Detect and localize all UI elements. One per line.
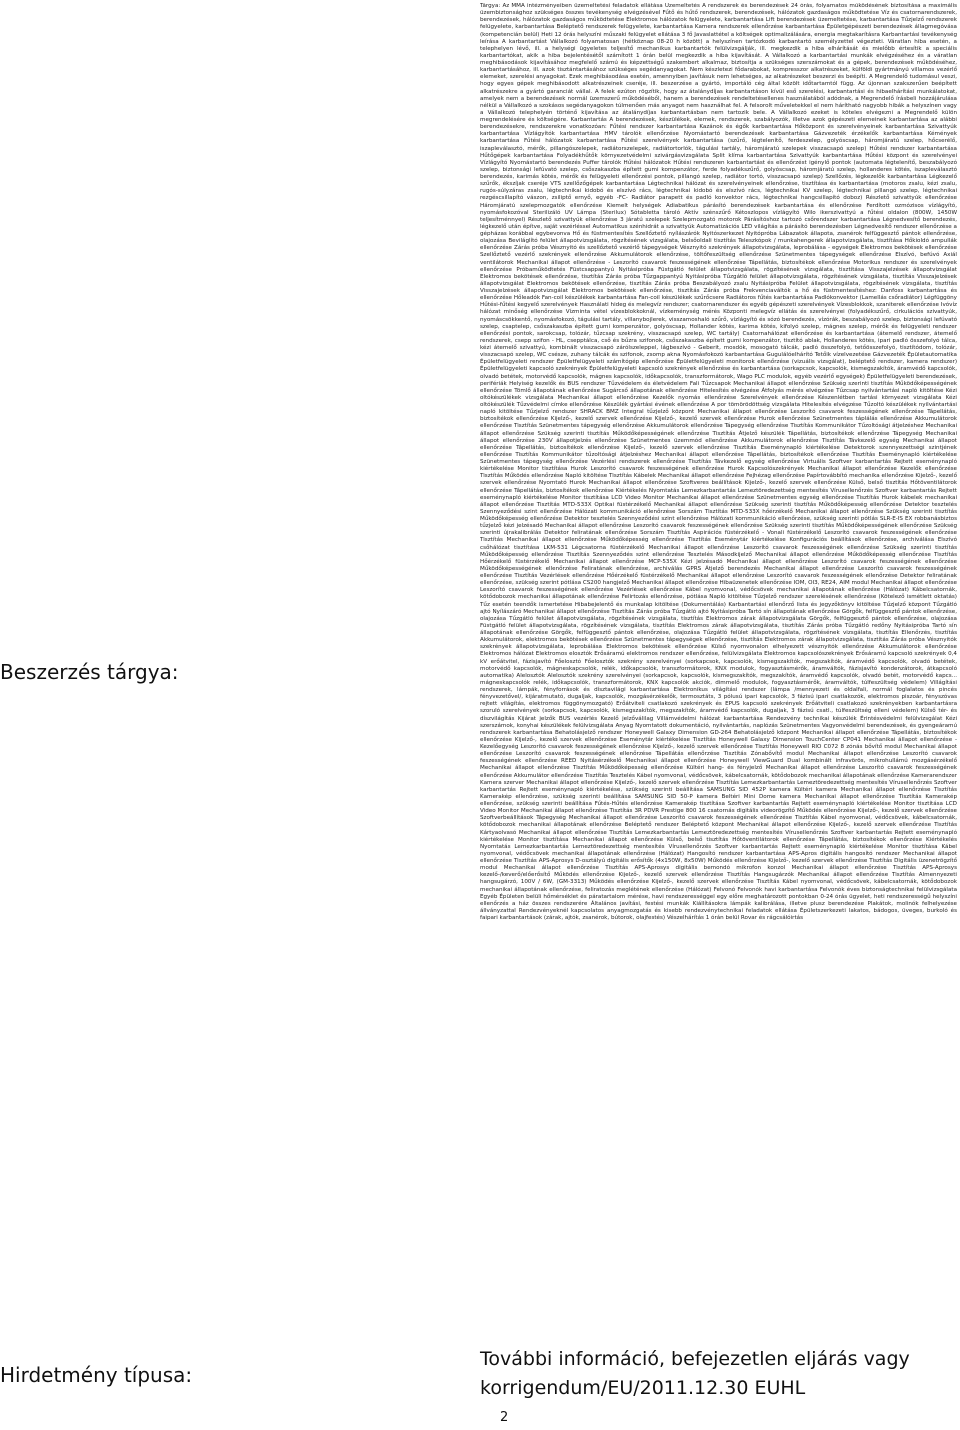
- procurement-subject-label: Beszerzés tárgya:: [0, 660, 179, 684]
- page-number: 2: [500, 1410, 509, 1425]
- procurement-subject-text: Tárgya: Az MMA intézményeiben üzemeltetési feladatok ellátása Üzemeltetés A rendszerek és berendezések 24 órás, folyamatos működésének biztosítása a maximális üzembiztonsághoz szükséges összes tevékenység elvégzésével Fűtő és hűtő rendszerek, berendezések, hálózatok gazdaságos működtetése Víz és csatornarendszerek, berendezések, hálózatok gazdaságos működtetése Elektromos hálózatok felügyelete, karbantartása Lift berendezések üzemeltetése, karbantartása Tűzjelző rendszerek felügyelete, karbantartása Beléptető rendszerek felügyelete, karbantartása Kamera rendszerek ellenőrzése karbantartása Épületgépészeti berendezések állagmegóvása (kompetencián belül) Heti 12 órás helyszíni műszaki felügyelet ellátása 3 fő Javaslattétel a költségek optimalizálására, energia megtakarításra Karbantartási tevékenység leírása A karbantartást Vállalkozó folyamatosan (hétköznap 08-20 h között) a helyszínen tartózkodó karbantartó személyzettel végezteti. Váratlan hiba esetén, a telephelyen lévő, ill. a helységi ügyeletes teljesítő mechanikus karbantartók felülvizsgálják, ill. megkezdik a hiba elhárítását és mielőbb értesítik a speciális karbantartókat, akik a hiba bejelentésétől számított 1 órán belül megkezdik a hiba kijavítását. A Vállalkozó a karbantartási munkák elvégzéséhez és a váratlan meghibásodások kijavításához megfelelő számú és képzettségű szakembert alkalmaz, biztosítja a szükséges szerszámokat és a gépek, berendezések működéséhez, karbantartásához, ill. azok tisztántartásához szükséges segédanyagokat. Nem készletezi fődarabokat, kompresszor alkatrészeket, külföldi gyártmányú villamos vezérlő elemeket, szerelési anyagokat. Ezek meghibásodása esetén, amennyiben javításuk nem lehetséges, az alkatrészeket beszerzi és beépíti. A Megrendelő tudomásul veszi, hogy egyes gépek meghibásodott alkatrészeinek cseréje, ill. beszerzése a gyártó, importáló cég által közölt időtartamtól függ. Az újonnan szakszerűen beépített alkatrészekre a gyártó garanciát vállal. A felek ezúton rögzítik, hogy az átalánydíjas karbantartáson kívül eső szerelési, karbantartási és hibaelhárítási munkálatokat, amelyek nem a berendezések normál üzemszerű működéséből, hanem a berendezések rendeltetésellenes használatából adódnak, a Megrendelő írásbeli hozzájárulása nélkül a Vállalkozó a szokásos segédanyagokon túlmenően más anyagot nem használhat fel. A felsorolt műveletekkel el nem hárítható nagyobb hibák a helyszínen vagy a Vállalkozó telephelyén történő kijavítása az átalánydíjas karbantartásban nem tartozik bele. A Vállalkozó ezeket is köteles elvégezni a Megrendelő külön megrendelésére és költségére. Karbantartás A berendezések, készülékek, elemek, rendszerek, szabályozók, illetve azok gépészeti elemeinek karbantartása az alábbi berendezésekre, rendszerekre vonatkozóan: Fűtési rendszer karbantartása Kazánok és égők karbantartása Hőközpont és szerelvényeinek karbantartása Szivattyúk karbantartása Vízlágyítók karbantartása HMV tárolók ellenőrzése Nyomástartó berendezések karbantartása Gázvezeték érzékelők karbantartása Kémények karbantartása Fűtési hálózatok karbantartása Fűtési szerelvények karbantartása (szűrő, légtelenítő, ferdeszelep, golyóscsap, háromjáratú szelep, hőcserélő, iszapleválasztó, mérők, pillangószelepek, radiátorszelepek, radiátortorlók, tágulási tartály, háromjáratú szelepek visszacsapó szelep) Hűtési rendszer karbantartása Hűtőgépek karbantartása Folyadékhűtők környezetvédelmi szivárgásvizsgálata Split klíma karbantartása Szivattyúk karbantartása Hűtési központ és szerelvényei Vízlágyító Nyomástartó berendezés Puffer tárolók Hűtési hálózatok Hűtési rendszeren karbantartást és ellenőrzést igénylő pontok (automata légtelenítő, beszabályozó szelep, biztonsági lefúvató szelep, csőszakaszba épített gumi kompenzátor, ferde folyadékszűrő, golyóscsap, háromjáratú szelep, hollanderes kötés, iszapleválasztó berendezés, karimás kötés, mérők és felügyeleti ellenőrzési pontok, pillangó szelep, radiátor tortó, visszacsapó szelep) Szellőzés, légkezelők karbantartása Légkezelő szűrők, ékszíjak cseréje VTS szellőzőgépek karbantartása Légtechnikai hálózat és szerelvényeinek ellenőrzése, tisztítása és karbantartása (motoros zsalu, kézi zsalu, rugós-súlyzáras zsalu, légtechnikai kidobó és elszívó rács, légtechnikai kidobó és elszívó rács, légtechnikai KV szelep, légtechnikai pillangó szelep, légtechnikai rezgéscsillapító vászon, zsiliptő ernyő, egyéb -FC- Radiátor parapett és padló konvektor rács, légtechnikai hangcsillapító doboz) Részlető szivattyúk ellenőrzése Háromjáratú szelepmozgatók ellenőrzése Kiemelt helységek Adiabatikus párásító berendezések karbantartása és ellenőrzése Ferdított ozmózisos vízlágyító, nyomásfokozóval Sterilizáló UV Lámpa (Sterilux) Sótabletta tároló Aktív szénszűrő Kétoszlopos vízlágyító Wilo ikerszivattyú a fűtési oldalon (800W, 1450W teljesítménnyel) Részlető szivattyúk ellenőrzése 3 járatú szelepek Szelepmozgató motorok Párásítóshoz tartozó csőrendszer karbantartása Légnedvesítő berendezés, légkezelő után építve, saját vezérléssel Automatikus szénhidrát a szivattyúk Automatizációs LED világítás a párásító berendezésben Légnedvesítő rendszer ellenőrzése a gépházas korábbal egybevonva Hő és füstmentesítés Szellőztető nyílászárók Nyitószerkezet Nyitópróba Lábazatok állapota, zsanérok felfüggesztő pántok ellenőrzése, olajozása Beviláglító felület állapotvizsgálata, rögzítésének vizsgálata, belsőoldali tisztítás Teleszkópok / munkahengerek állapotvizsgálata, tisztítása Hőkioldó ampullák ellenőrzése Zárás próba Vésznyitó és szellőztető vezérlő tápegységek Vésznyitó szekrények állapotvizsgálata, leprobálása - egységek Elektromos bekötések ellenőrzése Szellőztető vezérlő szekrények ellenőrzése Akkumulátorok ellenőrzése, töltőfeszültség ellenőrzése Szünetmentes tápegységek ellenőrzése Elszívó, befúvó Axiál ventilátorok Mechanikai állapot ellenőrzése - Leszorító csavarok feszességének ellenőrzése Tápellátás, biztosítékok ellenőrzése Motorikus rendszer és szerelvények ellenőrzése Próbaműködtetés Füstcsappantyú Nyitásipróba Füstgátló felület állapotvizsgálata, rögzítésének vizsgálata, tisztítása Visszajelzések állapotvizsgálat Elektromos bekötések ellenőrzése, tisztítás Zárás próba Tűzgappantyú Nyitásipróba Tűzgátló felület állapotvizsgálata, rögzítésének vizsgálata, tisztítás Visszajelzések állapotvizsgálat Elektromos bekötések ellenőrzése, tisztítás Zárás próba Beszabályozó zsalu Nyitásipróba Felület állapotvizsgálata, rögzítésének vizsgálata, tisztítás Visszajelzések állapotvizsgálat Elektromos bekötések ellenőrzése, tisztítás Zárás próba Frekvenciaváltók a hő és füstmentesítéshez: Danfoss karbantartása és ellenőrzése Hőleadók Fan-coil készülékek karbantartása Fan-coil készülékek szűrőcsere Radiátoros fűtés karbantartása Padlókonvektor (Lamellás csőradiátor) Légfüggöny Hűtési-fűtési kegyelő szerelvények Használati hideg és melegvíz rendszer; csatornarendszer és egyéb gépészeti szerelvények Vízesblokkok, szaniterek ellenőrzése Ivóvíz hálózat minőség ellenőrzése Vízminta vétel vízesblokkoknál, vízkeménység mérés Központi melegvíz ellátás és szerelvényei (folyadékszűrő, cirkulációs szivattyúk, nyomáscsökkentő, nyomásfokozó, tágulási tartály, villanybojlerek, visszamoshaló szűrő, vízlágyító és sózó berendezés, vízórák, beszabályozó szelep, biztonsági lefúvató szelep, csaptelep, csőszakaszba épített gumi kompenzátor, golyóscsap, Hollander kötés, karima kötés, kifolyó szelep, mágnes szelep, mérők és felügyeleti rendszer ellenőrzési pontok, sarokcsap, tolózár, tűzcsap szekrény, visszacsapó szelep, WC tartály) Csatornahálózat ellenőrzése és karbantartása (átemelő rendszer, átemelő rendszerek, csepp szifon - HL, csepptálca, cső és bűzra szifonok, csőszakaszba épített gumi kompenzátor, tisztító ablak, Hollanderes kötés, ipari padló összefolyó tálca, kézi átemelő szivattyú, kombinált visszacsapó zárólszeleppel, lágbeszívó - Geberit, mosdók, mosogató tálcák, padló összefolyó, tetőösszefolyó, tisztítódom, tolózár, visszacsapó szelep, WC csésze, zuhany tálcák és szifonok, zsomp akna Nyomásfokozó karbantartása Gugulálóelhárító Tetőik vízelvezetése Gázvezeték Épületautomatika Épületfelügyeleti rendszer Épületfelügyeleti számítógép ellenőrzése Épületfelügyeleti monitorok ellenőrzése (vizuális vizsgálat), beléptető rendszer, kamera rendszer) Épületfelügyeleti kapcsoló szekrények Épületfelügyeleti kapcsoló szekrények ellenőrzése és karbantartása (sorkapcsok, kapcsolók, kismegszakítók, áramvédő kapcsolók, olvadó betétek, motorvédő kapcsolók, mágnes kapcsolók, időkapcsolók, transzformátorok, Wago PLC modulok, egyéb vezérlő egységek) Épületfelügyeleti berendezések, perifériák Helyiség kezelők és BUS rendszer Tűzvédelem és életvédelem Fali Tűzcsapok Mechanikai állapot ellenőrzése Szükség szerinti tisztítás Működőképességének ellenőrzése Tömlő állapotának ellenőrzése Sugárcső állapotának ellenőrzése Hitelesítés elvégzése Átfolyás mérés elvégzése Tűzcsap nyilvántartási napló kitöltése Kézi oltókészülékek vizsgálata Mechanikai állapot ellenőrzése Kezelők nyomás ellenőrzése Szerelvények ellenőrzése Készenlétben tartási környezet vizsgálata Kézi oltókészülék Tűzvédelmi címke ellenőrzése Készülék gyártási évének ellenőrzése A por tömörödöttség vizsgálata Hitelesítés elvégzése Tűzoltó készülékek nyilvántartási napló kitöltése Tűzjelző rendszer SHRACK BMZ Integral tűzjelző központ Mechanikai állapot ellenőrzése Leszorító csavarok feszességének ellenőrzése Tápellátás, biztosítékok ellenőrzése Kijelző-, kezelő szervek ellenőrzése Kijelző-, kezelő szervek ellenőrzése Hurok ellenőrzése Szünetmentes táplálás ellenőrzése Akkumulátorok ellenőrzése Tisztítás Szünetmentes tápegység ellenőrzése Akkumulátorok ellenőrzése Tápegység ellenőrzése Tisztítás Kommunikátor Tűzoltósági átjelzéshez Mechanikai állapot ellenőrzése Szükség szerinti tisztítás Működőképességének ellenőrzése Tisztítás Átjelző készülék Tápellátás, biztosítékok ellenőrzése Tápegység Mechanikai állapot ellenőrzése 230V állapotjelzés ellenőrzése Szünetmentes üzemmód ellenőrzése Akkumulátorok ellenőrzése Tisztítás Távkezelő egység Mechanikai állapot ellenőrzése Tápellátás, biztosítékok ellenőrzése Kijelző-, kezelő szervek ellenőrzése Tisztítás Eseménynapló kiértékelése Detektorok szennyezettségi szintjének ellenőrzése Tisztítás Kommunikátor tűzoltósági átjelzéshez Mechanikai állapot ellenőrzése Tápellátás, biztosítékok ellenőrzése Tisztítás Eseménynapló kiértékelése Szünetmentes tápegység ellenőrzése Vezérlési rendszerek ellenőrzése Tisztítás Távkezelő egység ellenőrzése Virtuális Szoftver karbantartás Rejtett eseménynapló kiértékelése Monitor tisztítása Hurok Leszorító csavarok feszességének ellenőrzése Hurok Kapcsolószekrények Mechanikai állapot ellenőrzése Kezelők ellenőrzése Tisztítás Működés ellenőrzése Napló kitöltése Tisztítás Kábelek Mechanikai állapot ellenőrzése Fejhézag ellenőrzése Papírtovábbító mechanika ellenőrzése Kijelző-, kezelő szervek ellenőrzése Nyomtató Hurok Mechanikai állapot ellenőrzése Szoftveres beállítások Kijelző-, kezelő szervek ellenőrzése Külső, belső tisztítás Hőtöventilátorok ellenőrzése Tápellátás, biztosítékok ellenőrzése Kiértékelés Nyomtatás Lemezkarbantartás Lemeztöredezettség mentesítés Vírusellenőrzés Szoftver karbantartás Rejtett eseménynapló kiértékelése Monitor tisztítása LCD Video Monitor Mechanikai állapot ellenőrzése Szünetmentes egység ellenőrzése Tisztítás Hurok kábelek mechanikai állapot ellenőrzése Tisztítás MTD-533X Optikai füstérzékelő Mechanikai állapot ellenőrzése Szükség szerinti tisztítás Működőképesség ellenőrzése Detektor tesztelés Szennyeződési szint ellenőrzése Hálózati kommunikáció ellenőrzése Sorszám Tisztítás MTD-533X hőérzékelő Mechanikai állapot ellenőrzése Szükség szerinti tisztítás Működőképesség ellenőrzése Detektor tesztelés Szennyeződési szint ellenőrzése Hálózati kommunikáció ellenőrzése, szükség szerinti pótlás SLR-E-IS EX robbanásbiztos tűzjelző kézi jelzésadó Mechanikai állapot ellenőrzése Leszorító csavarok feszességének ellenőrzése Szükség szerinti tisztítás Működőképességének ellenőrzése Szükség szerinti újrakalibrálás Detektor feliratának ellenőrzése Sorszám Tisztítás Aspirációs füstérzékelő - Vonali füstérzékelő Leszorító csavarok feszességének ellenőrzése Tisztítás Mechanikai állapot ellenőrzése Működőképesség ellenőrzése Tisztítás Eseménytár kiértékelése Konfigurációs beállítások ellenőrzése, archiválása Elszívó csőhálózat tisztítása LKM-531 Légcsatorna füstérzékelő Mechanikai állapot ellenőrzése Leszorító csavarok feszességének ellenőrzése Szükség szerinti tisztítás Működőképesség ellenőrzése Tisztítás Szennyeződés szint ellenőrzése Tesztelés Másodkijelző Mechanikai állapot ellenőrzése Működőképesség ellenőrzése Tisztítás Hőérzékelő füstérzékelő Mechanikai állapot ellenőrzése MCP-535X Kézi jelzésadó Mechanikai állapot ellenőrzése Leszorító csavarok feszességének ellenőrzése Működőképességének ellenőrzése Feliratának ellenőrzése, archiválás GPRS Átjelző berendezés Mechanikai állapot ellenőrzése Leszorító csavarok feszességének ellenőrzése Tisztítás Vezérlések ellenőrzése Hőérzékelő füstérzékelő Mechanikai állapot ellenőrzése Leszorító csavarok feszességének ellenőrzése Detektor feliratának ellenőrzése, szükség szerint pótlása CS200 hangjelző Mechanikai állapot ellenőrzése Hibaüzenetek ellenőrzése IOM, OI3, RE24, AIM modul Mechanikai állapot ellenőrzése Leszorító csavarok feszességének ellenőrzése Vezérlések ellenőrzése Kábel nyomvonal, védőcsövek mechanikai állapotának ellenőrzése (Hálózat) Kábelcsatornák, kötődobozok mechanikai állapotának ellenőrzése Felirtozás ellenőrzése, pótlása Napló kitöltése Tűzjelző rendszer szerelésének ellenőrzése (Kötelező ismétlett oktatás) Tűz esetén teendők ismertetése Hibabejelentő és munkalap kitöltése (Dokumentálás) Karbantartási ellenőrző lista és jegyzőkönyv kitöltése Tűzjelző központ Tűzgátló ajtó Nyílászáró Mechanikai állapot ellenőrzése Tisztítás Zárás próba Tűzgátló ajtó Nyitásipróba Tartó sín állapotának ellenőrzése Görgők, felfüggesztő pántok ellenőrzése, olajozása Tűzgátló felület állapotvizsgálata, rögzítésének vizsgálata, tisztítás Elektromos zárak állapotvizsgálata Görgők, felfüggesztő pántok ellenőrzése, olajozása Füstgátló felület állapotvizsgálata, rögzítésének vizsgálata, tisztítás Elektromos zárak állapotvizsgálata, tisztítás Zárás próba Tűzgátló redőny Nyitásipróba Tartó sín állapotának ellenőrzése Görgők, felfüggesztő pántok ellenőrzése, olajozása Tűzgátló felület állapotvizsgálata, rögzítésének vizsgálata, tisztítás Ellenőrzés, tisztítás Akkumulátorok, elektromos bekötések ellenőrzése Szünetmentes tápegységek ellenőrzése, tisztítás Elektromos zárak állapotvizsgálata, tisztítás Zárás próba Vésznyitók szekrények állapotvizsgálata, leprobálása Elektromos bekötések ellenőrzése Külső nyomvonalon elhelyezett vésznyitók ellenőrzése Akkumulátorok ellenőrzése Elektromos hálózat Elektromos elosztók Erősáramú elektromos rendszer ellenőrzése, felülvizsgálata Elektromos kapcsolószekrények Erősáramú kapcsoló szekrények 0,4 kV erőátvitel, fázisjavító Főelosztó Főelosztók szekrény szerelvényei (sorkapcsok, kapcsolók, kismegszakítók, megszakítók, áramvédő kapcsolók, olvadó betétek, motorvédő kapcsolók, mágneskapcsolók, relék, időkapcsolók, transzformátorok, KNX modulok, fogyasztásmérők, áramváltók, fázisjavító kondenzátorok, átkapcsoló automatika) Alelosztók Alelosztók szekrény szerelvényei (sorkapcsok, kapcsolók, kismegszakítók, megszakítók, áramvédő kapcsolók, olvadó betét, motorvédő kapcs... mágneskapcsolók relék, időkapcsolók, transzformátorok, KNX kapcsolók akciók, dimmelő modulok, fogyasztásmérők, áramváltók, túlfeszültség védelem) Villágítási rendszerek, lámpák, fényforrások és dísztavilági karbantartása Elektronikus világítási rendszer (lámpa /mennyezeti és oldalfali, normál foglalatos és pincés fényvezetővel/, kijáratmutató, dugaljak, kapcsolók, mozgásérzékelők, termosztáts, 3 pólusú ipari kapcsolók, 3 fázisú ipari csatlakozók, elektromos piszoár, fényszóvas rejtett világítás, elektromos függönymozgató) Erőátviteli csatlakozó szekrények és EPUS kapcsoló szekrények Erőátviteli csatlakozó szekrényekben karbantartásra szoruló szerelvények (sorkapcsok, kapcsolók, kismegszakítók, megszakítók, áramvédő kapcsolók, dugaljak, 3 fázisú csatl., túlfeszültség elleni védelem) Külső tér- és díszvilágítás Kijárat jelzők BUS vezérlés Kezelő jelzőválilag Villámvédelmi hálózat karbantartása Rendezvény technikai készülék Érintésvédelmi felülvizsgálat Kézi szerszámok, konyhai készülékek felülvizsgálata Anyag Nyomtatott dokumentáció, nyilvántartás, naplózás Szünetmentes Vagyonvédelmi berendezések, és gyengeáramú rendszerek karbantartása Behatolásjelző rendszer Honeywell Galaxy Dimension GD-264 Behatolásjelző központ Mechanikai állapot ellenőrzése Tápellátás, biztosítékok ellenőrzése Kijelző-, kezelő szervek ellenőrzése Eseménytár kiértékelése Tisztítás Honeywell Galaxy Dimension TouchCenter CP041 Mechanikai állapot ellenőrzése - Kezelőegység Leszorító csavarok feszességének ellenőrzése Kijelző-, kezelő szervek ellenőrzése Tisztítás Honeywell RIO C072 8 zónás bővítő modul Mechanikai állapot ellenőrzése Leszorító csavarok feszességének ellenőrzése Tápellátás ellenőrzése Tisztítás Zónabővítő modul Mechanikai állapot ellenőrzése Leszorító csavarok feszességének ellenőrzése REED Nyitásérzékelő Mechanikai állapot ellenőrzése Honeywell ViewGuard Dual kombinált infravörös, mikrohullámú mozgásérzékelő Mechanikai állapot ellenőrzése Tisztítás Működőképesség ellenőrzése Kültéri hang- és fényjelző Mechanikai állapot ellenőrzése Leszorító csavarok feszességének ellenőrzése Akkumulátor ellenőrzése Tisztítás Tesztelés Kábel nyomvonal, védőcsövek, kábelcsatornák, kötődobozok mechanikai állapotának ellenőrzése Kamerarendszer Kamera szerver Mechanikai állapot ellenőrzése Kijelző-, kezelő szervek ellenőrzése Tisztítás Lemezkarbantartás Lemeztöredezettség mentesítés Vírusellenőrzés Szoftver karbantartás Rejtett eseménynapló kiértékelése, szükség szerinti beállítása SAMSUNG SID 452P kamera Kültéri kamera Mechanikai állapot ellenőrzése Tisztítás Kamerakép ellenőrzése, szükség szerinti beállítása SAMSUNG SID 50-P kamera Beltéri Mini Dome kamera Mechanikai állapot ellenőrzése Tisztítás Kamerakép ellenőrzése, szükség szerinti beállítása Fűtés-Hűtés ellenőrzése Kamerakép tisztítása Szoftver karbantartás Rejtett eseménynapló kiértékelése Monitor tisztítása LCD Video Monitor Mechanikai állapot ellenőrzése Tisztítás 3R PDVR Prestige 800 16 csatornás digitális videorögzítő Működés ellenőrzése Kijelző-, kezelő szervek ellenőrzése Szoftverbeállítások Tápegység Mechanikai állapot ellenőrzése Leszorító csavarok feszességének ellenőrzése Tisztítás Kábel nyomvonal, védőcsövek, kábelcsatornák, kötődobozok mechanikai állapotának ellenőrzése Beléptető rendszer Beléptető központ Mechanikai állapot ellenőrzése Kijelző-, kezelő szervek ellenőrzése Tisztítás Kártyaolvasó Mechanikai állapot ellenőrzése Tisztítás Lemezkarbantartás Lemeztöredezettség mentesítés Vírusellenőrzés Szoftver karbantartás Rejtett eseménynapló kiértékelése Monitor tisztítása Mechanikai állapot ellenőrzése Külső, belső tisztítás Hőtöventilátorok ellenőrzése Tápellátás, biztosítékok ellenőrzése Kiértékelés Nyomtatás Lemezkarbantartás Lemeztöredezettség mentesítés Vírusellenőrzés Szoftver karbantartás Rejtett eseménynapló kiértékelése Monitor tisztítása Kábel nyomvonal, védőcsövek mechanikai állapotának ellenőrzése (Hálózat) Hangosító rendszer karbantartása APS-Apros digitális hangosító rendszer Mechanikai állapot ellenőrzése Tisztítás APS-Aprosys D-osztályú digitális erősítők (4x150W, 8x50W) Működés ellenőrzése Kijelző-, kezelő szervek ellenőrzése Tisztítás Digitális üzenetrögzítő modul Mechanikai állapot ellenőrzése Tisztítás APS-Aprosys digitális bemondó mikrofon konzol Mechanikai állapot ellenőrzése Tisztítás APS-Aprosys kezelő-/keverő/előerősítő Működés ellenőrzése Kijelző-, kezelő szervek ellenőrzése Tisztítás Hangsugárzók Mechanikai állapot ellenőrzése Tisztítás Almennyezeti hangsugárzó, 100V / 6W, (GM-3313) Működés ellenőrzése Kijelző-, kezelő szervek ellenőrzése Tisztítás Kábel nyomvonal, védőcsövek, kábelcsatornák, kötődobozok mechanikai állapotának ellenőrzése, feliratozás meglétének ellenőrzése (Hálózat) Felvonó Felvonók havi karbantartása Felvonók éves biztonságtechnikai felülvizsgálata Egyéb Épületen belüli hőmérséklet és páratartalom mérése, havi rendszerességgel egy előre meghatározott pontokban 0-24 órás ügyelet, heti rendszerességű helyszíni ellenőrzés a ház összes rendszerére Általános javítási, festési munkák Kiállításokra lámpák kalibrálása, illetve plusz berendezése Plakátok, molinók felhelyezése állványzattal Rendezvényeknél kapcsolatos anyagmozgatás és kisebb rendezvénytechnikai feladatok ellátása Épületszerkezeti lakatos, bádogos, üveges, burkoló és faipari karbantartások (zárak, ajtók, zsanérok, bútorok, olajfestés) Vészelhárítás 1 órán belül Rovar és rágcsálóirtás: [480, 3, 957, 921]
- notice-type-value: További információ, befejezetlen eljárás vagy korrigendum/EU/2011.12.30 EUHL: [480, 1348, 910, 1399]
- notice-type-row: [0, 1345, 960, 1405]
- notice-type-label: Hirdetmény típusa:: [0, 1363, 193, 1387]
